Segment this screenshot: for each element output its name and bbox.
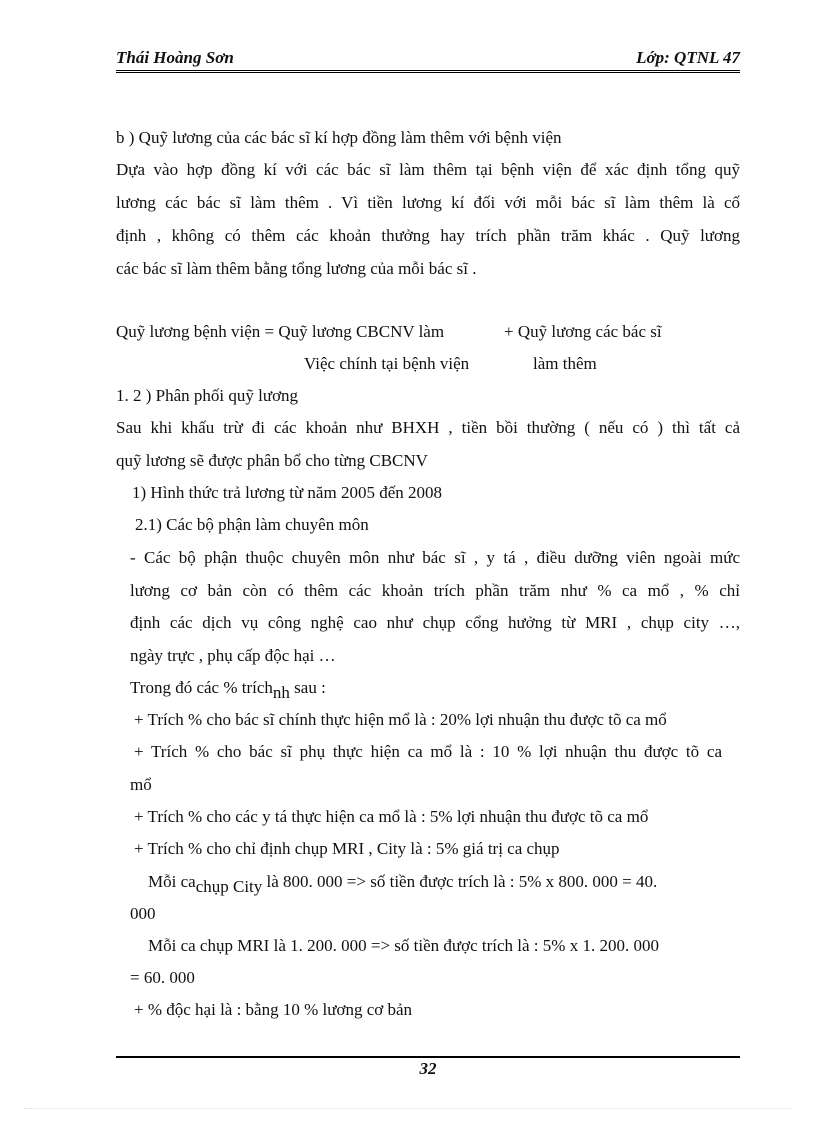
formula-line-1 <box>116 322 662 342</box>
page-number: 32 <box>419 1059 437 1078</box>
list-item-2-1: 2.1) Các bộ phận làm chuyên môn <box>135 515 369 534</box>
bullet-line: + % độc hại là : bằng 10 % lương cơ bản <box>134 1000 413 1019</box>
paragraph-line <box>148 872 657 897</box>
text-segment: Trong đó các % trích <box>130 678 273 697</box>
formula-right: + Quỹ lương các bác sĩ <box>504 322 662 341</box>
class-label: Lớp: QTNL 47 <box>636 48 740 67</box>
text-subscript: nh <box>272 683 290 702</box>
page-header <box>116 48 740 73</box>
formula-left: Quỹ lương bệnh viện = Quỹ lương CBCNV làm <box>116 322 445 341</box>
section-heading-b: b ) Quỹ lương của các bác sĩ kí hợp đồng làm thêm với bệnh viện <box>116 128 562 147</box>
paragraph-line: định các dịch vụ công nghệ cao như chụp cổng hưởng từ MRI , chụp city …, <box>130 613 740 632</box>
text-subscript: chụp City <box>195 877 263 896</box>
footer-rule <box>116 1056 740 1058</box>
text-segment: là 800. 000 => số tiền được trích là : 5% x 800. 000 = 40. <box>266 872 658 891</box>
bullet-line: + Trích % cho bác sĩ chính thực hiện mổ là : 20% lợi nhuận thu được tõ ca mổ <box>134 710 667 729</box>
paragraph-line: Dựa vào hợp đồng kí với các bác sĩ làm thêm tại bệnh viện để xác định tổng quỹ <box>116 160 740 179</box>
section-heading-1-2: 1. 2 ) Phân phối quỹ lương <box>116 386 299 405</box>
formula-line-2a: Việc chính tại bệnh viện <box>304 354 470 373</box>
paragraph-line: lương cơ bản còn có thêm các khoản trích phần trăm như % ca mổ , % chỉ <box>130 581 740 600</box>
formula-line-2b: làm thêm <box>533 354 597 373</box>
paragraph-line: Mỗi ca chụp MRI là 1. 200. 000 => số tiền được trích là : 5% x 1. 200. 000 <box>148 936 659 955</box>
paragraph-line: định , không có thêm các khoản thưởng hay trích phần trăm khác . Quỹ lương <box>116 226 740 245</box>
paragraph-line: ngày trực , phụ cấp độc hại … <box>130 646 336 665</box>
paragraph-line: 000 <box>130 904 156 923</box>
bullet-line: + Trích % cho các y tá thực hiện ca mổ là : 5% lợi nhuận thu được tõ ca mổ <box>134 807 649 826</box>
paragraph-line: = 60. 000 <box>130 968 195 987</box>
paragraph-line: Sau khi khấu trừ đi các khoản như BHXH , tiền bồi thường ( nếu có ) thì tất cả <box>116 418 740 437</box>
bullet-line: + Trích % cho chỉ định chụp MRI , City là : 5% giá trị ca chụp <box>134 839 560 858</box>
paragraph-line: lương các bác sĩ làm thêm . Vì tiền lương kí đối với mỗi bác sĩ làm thêm là cố <box>116 193 740 212</box>
author-name: Thái Hoàng Sơn <box>116 48 234 67</box>
bullet-line: + Trích % cho bác sĩ phụ thực hiện ca mổ là : 10 % lợi nhuận thu được tõ ca <box>134 742 722 761</box>
list-item-1: 1) Hình thức trả lương từ năm 2005 đến 2008 <box>132 483 443 502</box>
paragraph-line: - Các bộ phận thuộc chuyên môn như bác sĩ , y tá , điều dưỡng viên ngoài mức <box>130 548 740 567</box>
page-bottom-border <box>24 1108 792 1109</box>
text-segment: Mỗi ca <box>148 872 196 891</box>
paragraph-line: quỹ lương sẽ được phân bổ cho từng CBCNV <box>116 451 428 470</box>
paragraph-line <box>130 678 326 703</box>
paragraph-line: mổ <box>130 775 152 794</box>
paragraph-line: các bác sĩ làm thêm bằng tổng lương của mỗi bác sĩ . <box>116 259 477 278</box>
text-segment: sau : <box>294 678 326 697</box>
